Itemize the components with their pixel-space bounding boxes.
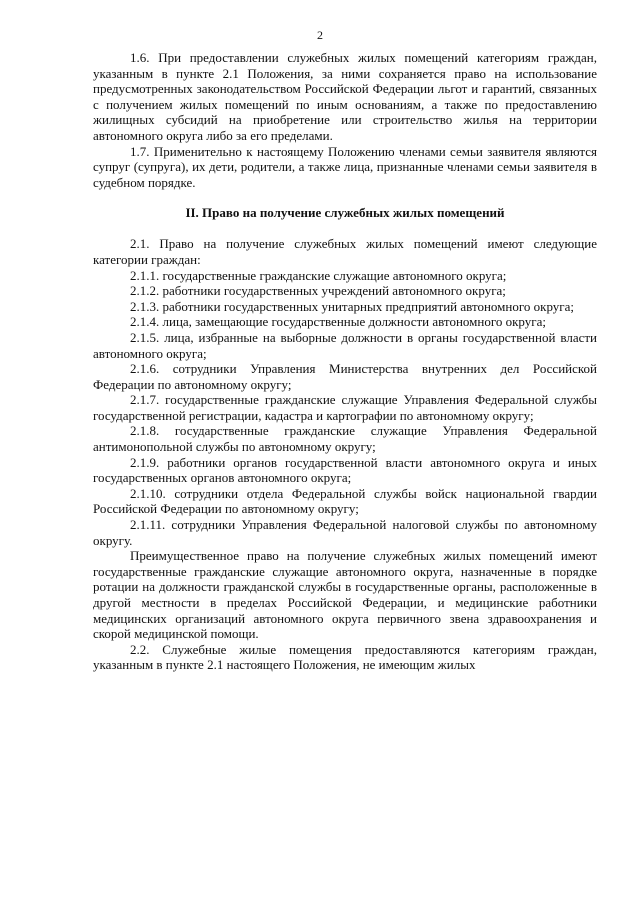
list-item-2-1-10: 2.1.10. сотрудники отдела Федеральной службы войск национальной гвардии Российской Федерации по автономному округу;: [93, 485, 597, 517]
list-item-2-1-6: 2.1.6. сотрудники Управления Министерства внутренних дел Российской Федерации по автономному округу;: [93, 361, 597, 392]
list-item-2-1-9: 2.1.9. работники органов государственной власти автономного округа и иных государственных органов автономного округа;: [93, 454, 597, 486]
list-item-2-1-1: 2.1.1. государственные гражданские служащие автономного округа;: [130, 267, 507, 283]
section-heading: II. Право на получение служебных жилых помещений: [185, 205, 505, 221]
list-item-2-1-5: 2.1.5. лица, избранные на выборные должности в органы государственной власти автономного округа;: [93, 329, 597, 361]
list-item-2-1-4: 2.1.4. лица, замещающие государственные должности автономного округа;: [130, 314, 546, 330]
paragraph-priority-right: Преимущественное право на получение служебных жилых помещений имеют государственные гражданские служащие автономного округа, назначенные в порядке ротации на должности гражданской службы в государственные органы, расположенные в другой местности в пределах Российской Федерации, и медицинские работники медицинских организаций автономного округа первичного звена здравоохранения и скорой медицинской помощи.: [93, 548, 597, 642]
paragraph-2-2: 2.2. Служебные жилые помещения предоставляются категориям граждан, указанным в пункте 2.1 настоящего Положения, не имеющим жилых: [93, 641, 597, 673]
list-item-2-1-11: 2.1.11. сотрудники Управления Федеральной налоговой службы по автономному округу.: [93, 517, 597, 548]
paragraph-2-1: 2.1. Право на получение служебных жилых помещений имеют следующие категории граждан:: [93, 236, 597, 267]
list-item-2-1-7: 2.1.7. государственные гражданские служащие Управления Федеральной службы государственной регистрации, кадастра и картографии по автономному округу;: [93, 392, 597, 423]
list-item-2-1-8: 2.1.8. государственные гражданские служащие Управления Федеральной антимонопольной службы по автономному округу;: [93, 423, 597, 455]
paragraph-1-6: 1.6. При предоставлении служебных жилых помещений категориям граждан, указанным в пункте 2.1 Положения, за ними сохраняется право на использование предусмотренных законодательством Российской Федерации льгот и гарантий, связанных с получением жилых помещений по иным основаниям, а также по предоставлению жилищных субсидий на приобретение или строительство жилья на территории автономного округа либо за его пределами.: [93, 50, 597, 143]
page-number: 2: [317, 28, 323, 42]
document-body: [93, 50, 597, 673]
list-item-2-1-2: 2.1.2. работники государственных учреждений автономного округа;: [130, 283, 506, 299]
list-item-2-1-3: 2.1.3. работники государственных унитарных предприятий автономного округа;: [130, 298, 574, 314]
paragraph-1-7: 1.7. Применительно к настоящему Положению членами семьи заявителя являются супруг (супруга), их дети, родители, а также лица, признанные членами семьи заявителя в судебном порядке.: [93, 143, 597, 190]
